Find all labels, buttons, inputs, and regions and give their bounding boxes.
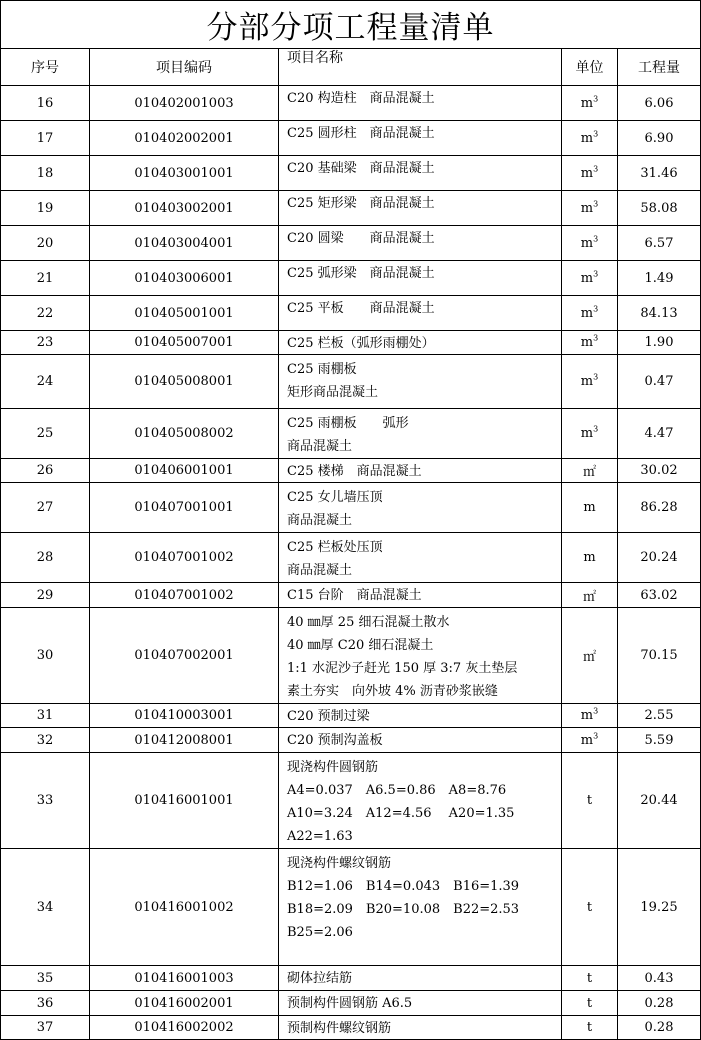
table-row [1,966,701,991]
row-code: 010402001003 [90,86,279,121]
row-code: 010405001001 [90,296,279,331]
unit-exponent: 3 [593,304,599,314]
row-name-line: C20 预制沟盖板 [287,733,383,748]
row-name [279,191,562,226]
table-row [1,728,701,753]
table-row [1,533,701,583]
unit-base: t [586,995,593,1011]
row-name-line: 砌体拉结筋 [287,971,353,986]
row-seq: 28 [1,533,90,583]
row-unit [562,191,618,226]
unit-base: ㎡ [582,465,596,480]
row-seq: 21 [1,261,90,296]
row-name-line: A10=3.24 A12=4.56 A20=1.35 [287,806,515,821]
unit-exponent: 3 [593,129,599,139]
row-code: 010407001001 [90,483,279,533]
unit-base: ㎡ [582,589,596,605]
row-code: 010416002001 [90,991,279,1016]
unit-base: m [580,305,594,321]
row-seq: 24 [1,355,90,409]
unit-base: m [580,270,594,286]
header-code: 项目编码 [90,49,279,86]
row-code: 010416001003 [90,966,279,991]
row-name-line: C25 栏板（弧形雨棚处） [287,336,435,351]
row-name-line: 40 ㎜厚 C20 细石混凝土 [287,638,434,653]
unit-base: m [580,708,594,723]
table-row [1,121,701,156]
unit-base: m [580,95,594,111]
row-seq: 30 [1,608,90,704]
table-row [1,849,701,966]
row-name [279,966,562,991]
row-code: 010416002002 [90,1016,279,1040]
row-name-line: 矩形商品混凝土 [287,385,379,400]
row-name [279,156,562,191]
row-unit [562,608,618,704]
row-code: 010405008002 [90,409,279,459]
row-qty: 0.43 [618,966,701,991]
unit-base: m [580,732,594,748]
row-name-line: 现浇构件螺纹钢筋 [287,856,392,871]
row-qty: 1.90 [618,331,701,355]
row-seq: 36 [1,991,90,1016]
row-name-line: B25=2.06 [287,925,353,940]
row-name [279,459,562,483]
row-code: 010403006001 [90,261,279,296]
unit-base: m [583,500,596,515]
unit-base: m [580,335,594,350]
unit-exponent: 3 [593,234,599,244]
row-seq: 20 [1,226,90,261]
row-code: 010416001002 [90,849,279,966]
row-qty: 19.25 [618,849,701,966]
table-row [1,409,701,459]
unit-base: m [580,374,594,389]
row-unit [562,1016,618,1040]
row-name-line: A22=1.63 [287,829,353,844]
unit-exponent: 3 [593,731,599,741]
row-name [279,704,562,728]
row-name-line: 现浇构件圆钢筋 [287,760,379,775]
row-name-line: A4=0.037 A6.5=0.86 A8=8.76 [287,783,507,798]
row-qty: 6.90 [618,121,701,156]
row-name-line: 商品混凝土 [287,513,353,528]
row-unit [562,86,618,121]
table-row [1,753,701,849]
row-name [279,753,562,849]
row-unit [562,121,618,156]
row-qty: 58.08 [618,191,701,226]
row-name [279,409,562,459]
row-name-line: C25 楼梯 商品混凝土 [287,464,422,479]
unit-base: m [580,426,594,441]
row-unit [562,583,618,608]
row-unit [562,331,618,355]
row-code: 010407002001 [90,608,279,704]
unit-exponent: 3 [593,269,599,279]
header-row [1,49,701,86]
row-name [279,533,562,583]
table-row [1,156,701,191]
row-unit [562,296,618,331]
unit-base: t [586,1020,593,1035]
unit-exponent: 3 [593,372,599,382]
row-name [279,483,562,533]
row-seq: 26 [1,459,90,483]
row-qty: 2.55 [618,704,701,728]
row-name-line: C20 基础梁 商品混凝土 [287,161,435,176]
row-name [279,226,562,261]
table-row [1,261,701,296]
unit-exponent: 3 [593,94,599,104]
unit-base: m [580,200,594,216]
unit-base: t [586,793,593,808]
row-qty: 6.57 [618,226,701,261]
row-name-line: C25 雨棚板 弧形 [287,416,409,431]
row-seq: 25 [1,409,90,459]
row-qty: 0.28 [618,1016,701,1040]
row-name-line: C20 构造柱 商品混凝土 [287,91,435,106]
row-name-line: C25 雨棚板 [287,362,357,377]
row-name-line: B12=1.06 B14=0.043 B16=1.39 [287,879,520,894]
unit-base: m [583,550,596,565]
row-name-line: 1:1 水泥沙子赶光 150 厚 3:7 灰土垫层 [287,661,518,676]
row-name-line: C25 平板 商品混凝土 [287,301,435,316]
row-name [279,1016,562,1040]
row-name-line: C25 弧形梁 商品混凝土 [287,266,435,281]
row-unit [562,966,618,991]
table-row [1,331,701,355]
row-name-line: 40 ㎜厚 25 细石混凝土散水 [287,615,450,630]
row-qty: 63.02 [618,583,701,608]
row-code: 010407001002 [90,533,279,583]
unit-exponent: 3 [593,164,599,174]
row-unit [562,991,618,1016]
row-seq: 37 [1,1016,90,1040]
row-name [279,728,562,753]
row-qty: 20.24 [618,533,701,583]
row-unit [562,753,618,849]
row-name-line: 素土夯实 向外坡 4% 沥青砂浆嵌缝 [287,684,498,699]
row-name [279,121,562,156]
table-row [1,296,701,331]
row-unit [562,409,618,459]
table-row [1,86,701,121]
row-seq: 19 [1,191,90,226]
row-qty: 84.13 [618,296,701,331]
row-code: 010412008001 [90,728,279,753]
row-qty: 20.44 [618,753,701,849]
row-qty: 4.47 [618,409,701,459]
row-name-line: 预制构件螺纹钢筋 [287,1021,392,1036]
row-unit [562,261,618,296]
table-row [1,459,701,483]
unit-base: ㎡ [582,650,596,665]
row-name-line: C25 栏板处压顶 [287,540,383,555]
unit-exponent: 3 [593,333,599,343]
unit-exponent: 3 [593,706,599,716]
header-qty: 工程量 [618,49,701,86]
row-seq: 18 [1,156,90,191]
row-name [279,991,562,1016]
row-seq: 27 [1,483,90,533]
row-seq: 17 [1,121,90,156]
row-qty: 86.28 [618,483,701,533]
row-name-line: C20 预制过梁 [287,709,370,724]
row-seq: 34 [1,849,90,966]
table-row [1,704,701,728]
row-name-line: C25 女儿墙压顶 [287,490,383,505]
row-code: 010403001001 [90,156,279,191]
row-name-line: B18=2.09 B20=10.08 B22=2.53 [287,902,520,917]
row-unit [562,459,618,483]
row-code: 010410003001 [90,704,279,728]
row-code: 010405007001 [90,331,279,355]
table-row [1,608,701,704]
unit-base: t [586,899,593,915]
row-name [279,355,562,409]
row-unit [562,483,618,533]
table-row [1,1016,701,1040]
row-name-line: C20 圆梁 商品混凝土 [287,231,435,246]
table-row [1,583,701,608]
unit-base: t [586,970,593,986]
table-row [1,991,701,1016]
row-name-line: C25 圆形柱 商品混凝土 [287,126,435,141]
header-seq: 序号 [1,49,90,86]
row-unit [562,728,618,753]
table-row [1,226,701,261]
header-name: 项目名称 [279,49,562,86]
table-row [1,191,701,226]
row-seq: 32 [1,728,90,753]
row-qty: 31.46 [618,156,701,191]
title-row [1,1,701,49]
row-name [279,331,562,355]
row-code: 010416001001 [90,753,279,849]
unit-exponent: 3 [593,424,599,434]
row-unit [562,226,618,261]
row-code: 010405008001 [90,355,279,409]
row-unit [562,704,618,728]
header-unit: 单位 [562,49,618,86]
row-name [279,261,562,296]
row-name-line: C15 台阶 商品混凝土 [287,588,422,603]
row-code: 010403002001 [90,191,279,226]
page-title: 分部分项工程量清单 [1,1,701,49]
row-seq: 16 [1,86,90,121]
unit-base: m [580,165,594,181]
row-unit [562,156,618,191]
unit-base: m [580,235,594,251]
row-qty: 30.02 [618,459,701,483]
row-name-line: 商品混凝土 [287,563,353,578]
row-name [279,849,562,966]
row-unit [562,355,618,409]
row-code: 010407001002 [90,583,279,608]
table-row [1,483,701,533]
row-name [279,296,562,331]
row-qty: 0.28 [618,991,701,1016]
unit-exponent: 3 [593,199,599,209]
row-qty: 70.15 [618,608,701,704]
row-seq: 35 [1,966,90,991]
row-name-line: 预制构件圆钢筋 A6.5 [287,996,413,1011]
row-unit [562,849,618,966]
row-name-line: C25 矩形梁 商品混凝土 [287,196,435,211]
row-seq: 29 [1,583,90,608]
row-seq: 33 [1,753,90,849]
row-qty: 1.49 [618,261,701,296]
row-qty: 5.59 [618,728,701,753]
row-seq: 22 [1,296,90,331]
row-unit [562,533,618,583]
row-name [279,86,562,121]
row-qty: 6.06 [618,86,701,121]
row-seq: 23 [1,331,90,355]
table-row [1,355,701,409]
row-qty: 0.47 [618,355,701,409]
row-seq: 31 [1,704,90,728]
row-code: 010403004001 [90,226,279,261]
row-code: 010406001001 [90,459,279,483]
row-name [279,583,562,608]
row-name-line: 商品混凝土 [287,439,353,454]
row-name [279,608,562,704]
unit-base: m [580,130,594,146]
row-code: 010402002001 [90,121,279,156]
